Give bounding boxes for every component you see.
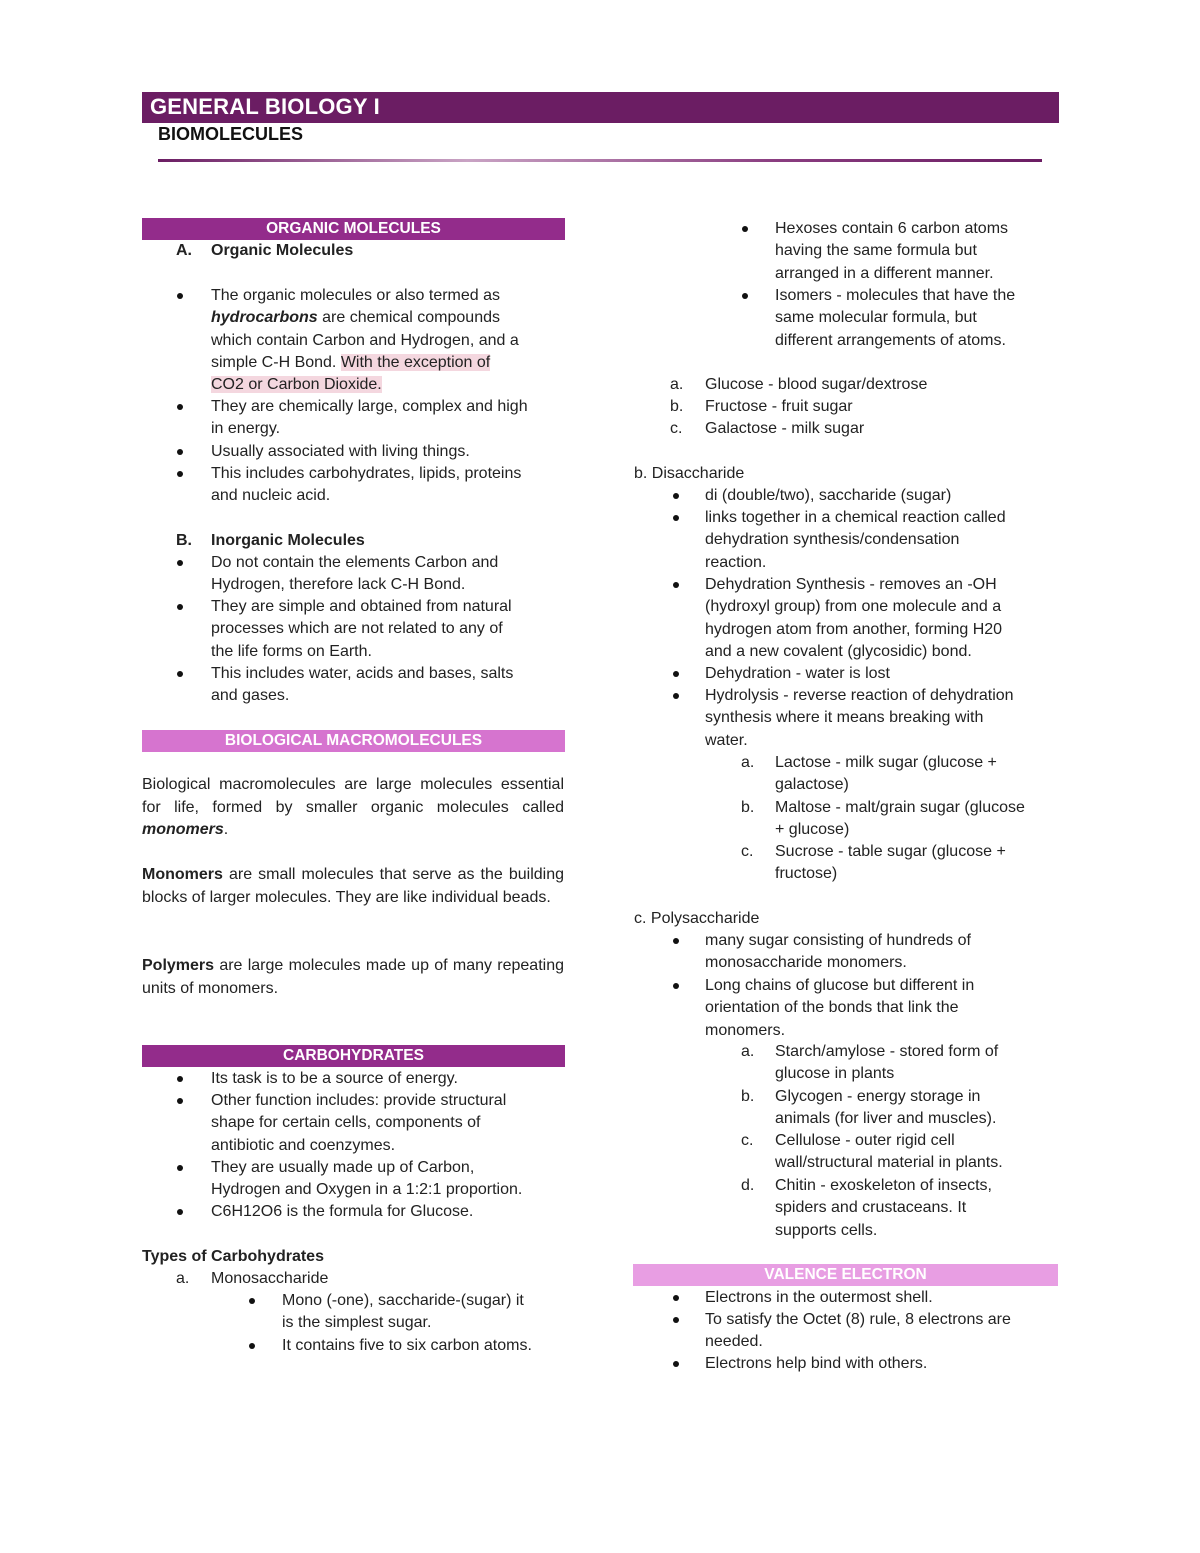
text-line: C6H12O6 is the formula for Glucose.	[211, 1203, 474, 1220]
text-line: different arrangements of atoms.	[775, 331, 1006, 349]
bullet-icon	[742, 293, 748, 299]
text-line: glucose in plants	[775, 1065, 895, 1083]
text-line: Hexoses contain 6 carbon atoms	[775, 220, 1009, 237]
text-span: are chemical compounds	[317, 309, 500, 327]
text-line: Sucrose - table sugar (glucose +	[775, 843, 1006, 860]
text-line: dehydration synthesis/condensation	[705, 531, 960, 549]
list-label: c.	[741, 1132, 754, 1149]
carbs-bullet-3	[211, 1157, 522, 1202]
starch-item	[775, 1041, 998, 1086]
bullet-icon	[673, 983, 679, 989]
di-bullet-2	[705, 507, 1006, 574]
text-line: Maltose - malt/grain sugar (glucose	[775, 799, 1025, 816]
text-line: is the simplest sugar.	[282, 1314, 432, 1332]
list-label-a: A.	[176, 242, 192, 259]
text-line: Hydrogen, therefore lack C-H Bond.	[211, 576, 466, 594]
text-line: They are simple and obtained from natural	[211, 598, 512, 615]
bullet-icon	[673, 693, 679, 699]
text-line: + glucose)	[775, 821, 850, 839]
text-line: Other function includes: provide structural	[211, 1092, 507, 1109]
text-span: are small molecules that serve as the building blocks of larger molecules. They are like individual beads.	[142, 866, 564, 906]
bullet-icon	[177, 671, 183, 677]
text-line	[211, 374, 519, 396]
text-line: and a new covalent (glycosidic) bond.	[705, 642, 972, 660]
organic-bullet-4	[211, 463, 521, 508]
valence-bullet-1	[705, 1287, 933, 1309]
text-span: simple C-H Bond.	[211, 353, 341, 371]
di-bullet-4	[705, 663, 890, 685]
bullet-icon	[177, 1165, 183, 1171]
chitin-item	[775, 1175, 992, 1242]
mono-bullet-2	[282, 1335, 532, 1357]
bullet-icon	[673, 493, 679, 499]
text-line: They are chemically large, complex and high	[211, 398, 528, 415]
poly-bullet-1	[705, 930, 971, 975]
highlighted-text: With the exception of	[340, 353, 491, 371]
organic-bullet-3	[211, 441, 470, 463]
text-line: spiders and crustaceans. It	[775, 1199, 967, 1217]
text-line: needed.	[705, 1333, 763, 1351]
mono-bullet-1	[282, 1290, 524, 1335]
list-label: b.	[741, 799, 755, 816]
text-span: .	[223, 821, 229, 838]
text-line: reaction.	[705, 553, 767, 571]
text-line: This includes water, acids and bases, salts	[211, 665, 514, 682]
header-divider	[158, 159, 1042, 162]
text-line: Chitin - exoskeleton of insects,	[775, 1177, 992, 1194]
text-line: supports cells.	[775, 1221, 878, 1239]
text-line: Dehydration - water is lost	[705, 665, 890, 682]
inorganic-bullet-3	[211, 663, 513, 708]
bullet-icon	[177, 471, 183, 477]
text-line: monosaccharide monomers.	[705, 954, 907, 972]
text-line: Hydrolysis - reverse reaction of dehydration	[705, 687, 1014, 704]
text-line: having the same formula but	[775, 242, 977, 260]
section-heading-organic: ORGANIC MOLECULES	[142, 218, 565, 240]
text-span: are large molecules made up of many repeating units of monomers.	[142, 957, 564, 997]
bullet-icon	[673, 1295, 679, 1301]
carbs-bullet-1	[211, 1068, 458, 1090]
text-line	[211, 307, 519, 329]
text-line	[211, 352, 519, 374]
inorganic-bullet-2	[211, 596, 512, 663]
term-monomers: monomers	[142, 821, 224, 838]
bullet-icon	[673, 582, 679, 588]
text-line: Isomers - molecules that have the	[775, 287, 1016, 304]
text-line: It contains five to six carbon atoms.	[282, 1337, 532, 1354]
bullet-icon	[673, 1317, 679, 1323]
paragraph-polymers	[142, 955, 564, 1000]
glucose-item: Glucose - blood sugar/dextrose	[705, 376, 928, 393]
text-line: This includes carbohydrates, lipids, proteins	[211, 465, 522, 482]
list-label-b: B.	[176, 532, 192, 549]
bullet-icon	[673, 938, 679, 944]
paragraph-macromolecules	[142, 774, 564, 842]
bullet-icon	[249, 1343, 255, 1349]
text-line: wall/structural material in plants.	[775, 1154, 1003, 1172]
bullet-icon	[177, 560, 183, 566]
text-line: orientation of the bonds that link the	[705, 999, 959, 1017]
di-bullet-1	[705, 485, 951, 507]
cellulose-item	[775, 1130, 1003, 1175]
text-line: monomers.	[705, 1021, 786, 1039]
hexoses-bullet	[775, 218, 1008, 285]
bullet-icon	[177, 1098, 183, 1104]
list-label: c.	[670, 420, 683, 437]
text-line: (hydroxyl group) from one molecule and a	[705, 598, 1002, 616]
text-line: the life forms on Earth.	[211, 642, 372, 660]
isomers-bullet	[775, 285, 1015, 352]
organic-bullet-2	[211, 396, 528, 441]
bullet-icon	[673, 1361, 679, 1367]
bullet-icon	[177, 293, 183, 299]
text-line: links together in a chemical reaction called	[705, 509, 1006, 526]
text-line: Do not contain the elements Carbon and	[211, 554, 499, 571]
section-heading-carbohydrates: CARBOHYDRATES	[142, 1045, 565, 1067]
valence-bullet-3	[705, 1353, 927, 1375]
text-line: animals (for liver and muscles).	[775, 1110, 997, 1128]
list-label: d.	[741, 1177, 755, 1194]
text-line: Dehydration Synthesis - removes an -OH	[705, 576, 997, 593]
text-line: Lactose - milk sugar (glucose +	[775, 754, 997, 771]
text-line: and gases.	[211, 687, 290, 705]
bullet-icon	[177, 404, 183, 410]
list-label: a.	[741, 754, 755, 771]
text-line: The organic molecules or also termed as	[211, 287, 501, 304]
text-line: Starch/amylose - stored form of	[775, 1043, 999, 1060]
list-label: a.	[670, 376, 684, 393]
organic-bullet-1	[211, 285, 519, 396]
text-line: antibiotic and coenzymes.	[211, 1136, 396, 1154]
highlighted-text: CO2 or Carbon Dioxide.	[211, 376, 382, 394]
inorganic-bullet-1	[211, 552, 498, 597]
text-line: Usually associated with living things.	[211, 443, 470, 460]
text-line: shape for certain cells, components of	[211, 1114, 481, 1132]
monosaccharide-heading: Monosaccharide	[211, 1270, 329, 1287]
types-heading: Types of Carbohydrates	[142, 1248, 324, 1265]
text-line: Mono (-one), saccharide-(sugar) it	[282, 1292, 524, 1309]
text-line: They are usually made up of Carbon,	[211, 1159, 475, 1176]
text-line: arranged in a different manner.	[775, 264, 994, 282]
text-line: hydrogen atom from another, forming H20	[705, 620, 1003, 638]
section-heading-valence: VALENCE ELECTRON	[633, 1264, 1058, 1286]
lactose-item	[775, 752, 997, 797]
text-line: many sugar consisting of hundreds of	[705, 932, 971, 949]
text-line: which contain Carbon and Hydrogen, and a	[211, 331, 519, 349]
text-line: galactose)	[775, 776, 849, 794]
text-line: Cellulose - outer rigid cell	[775, 1132, 955, 1149]
bullet-icon	[673, 671, 679, 677]
valence-bullet-2	[705, 1309, 1011, 1354]
text-line: di (double/two), saccharide (sugar)	[705, 487, 952, 504]
text-line: Hydrogen and Oxygen in a 1:2:1 proportion.	[211, 1181, 523, 1199]
bullet-icon	[177, 1076, 183, 1082]
text-line: processes which are not related to any of	[211, 620, 503, 638]
text-line: Its task is to be a source of energy.	[211, 1070, 458, 1087]
text-line: water.	[705, 731, 748, 749]
fructose-item: Fructose - fruit sugar	[705, 398, 853, 415]
text-line: and nucleic acid.	[211, 487, 331, 505]
term-polymers-bold: Polymers	[142, 957, 215, 974]
term-hydrocarbons: hydrocarbons	[211, 309, 318, 327]
subheading-organic: Organic Molecules	[211, 242, 354, 259]
page-subtitle: BIOMOLECULES	[158, 124, 304, 144]
paragraph-monomers	[142, 864, 564, 909]
text-span: Biological macromolecules are large molecules essential for life, formed by smaller organic molecules called	[142, 776, 564, 816]
galactose-item: Galactose - milk sugar	[705, 420, 865, 437]
maltose-item	[775, 797, 1025, 842]
bullet-icon	[177, 604, 183, 610]
list-label: b.	[670, 398, 684, 415]
text-line: in energy.	[211, 420, 281, 438]
text-line: fructose)	[775, 865, 838, 883]
term-monomers-bold: Monomers	[142, 866, 223, 883]
text-line: Long chains of glucose but different in	[705, 977, 975, 994]
list-label: a.	[741, 1043, 755, 1060]
text-line: Electrons in the outermost shell.	[705, 1289, 933, 1306]
text-line: synthesis where it means breaking with	[705, 709, 984, 727]
poly-bullet-2	[705, 975, 974, 1042]
bullet-icon	[177, 449, 183, 455]
list-label: b.	[741, 1088, 755, 1105]
bullet-icon	[177, 1209, 183, 1215]
section-heading-macromolecules: BIOLOGICAL MACROMOLECULES	[142, 730, 565, 752]
carbs-bullet-4	[211, 1201, 473, 1223]
page-title: GENERAL BIOLOGY I	[150, 94, 380, 119]
text-line: Glycogen - energy storage in	[775, 1088, 981, 1105]
text-line: To satisfy the Octet (8) rule, 8 electrons are	[705, 1311, 1011, 1328]
text-line: Electrons help bind with others.	[705, 1355, 928, 1372]
di-bullet-3	[705, 574, 1002, 663]
disaccharide-heading: b. Disaccharide	[634, 465, 745, 482]
bullet-icon	[742, 226, 748, 232]
polysaccharide-heading: c. Polysaccharide	[634, 910, 760, 927]
subheading-inorganic: Inorganic Molecules	[211, 532, 365, 549]
carbs-bullet-2	[211, 1090, 506, 1157]
list-label: c.	[741, 843, 754, 860]
bullet-icon	[249, 1298, 255, 1304]
sucrose-item	[775, 841, 1006, 886]
list-label-a: a.	[176, 1270, 190, 1287]
bullet-icon	[673, 515, 679, 521]
text-line: same molecular formula, but	[775, 309, 977, 327]
glycogen-item	[775, 1086, 996, 1131]
di-bullet-5	[705, 685, 1014, 752]
